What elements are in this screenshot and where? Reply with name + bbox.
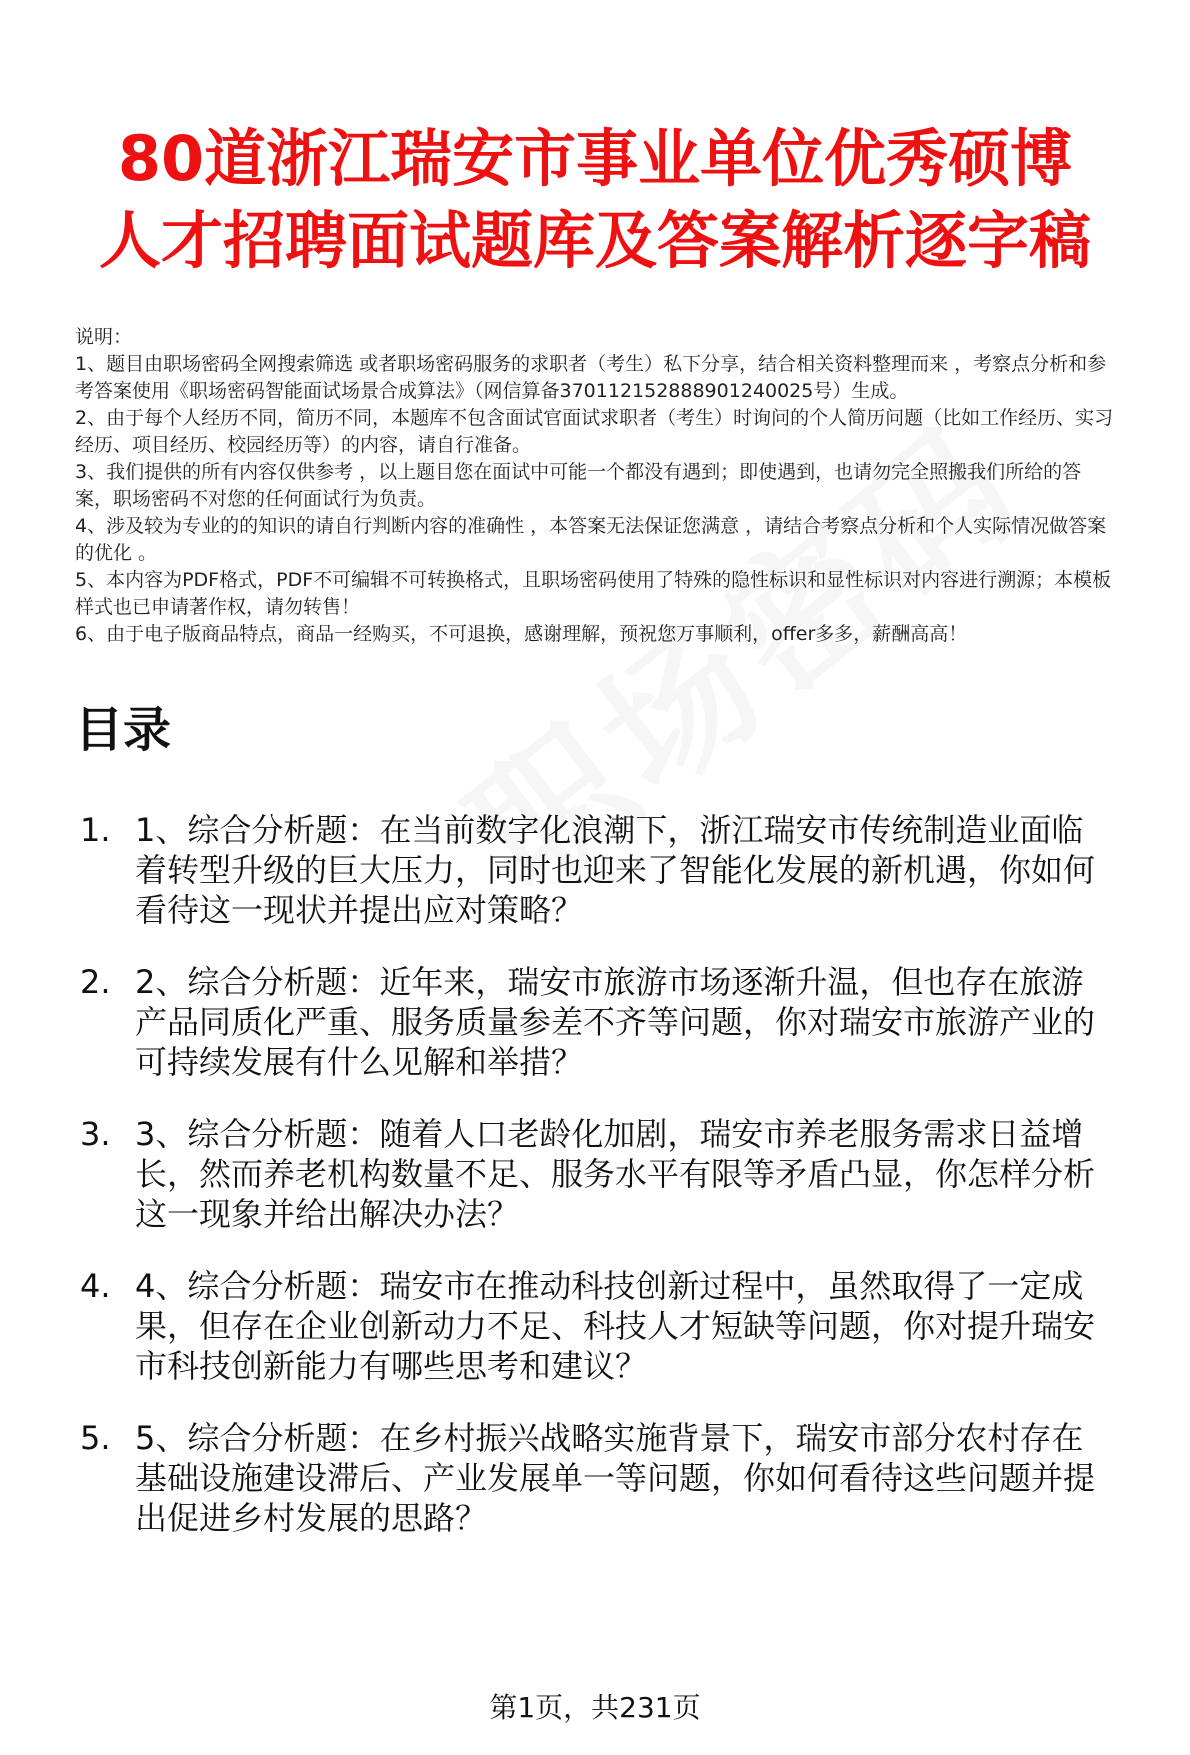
notes-heading: 说明：: [75, 326, 133, 348]
page-footer: 第1页，共231页: [489, 1691, 701, 1724]
toc-item-text: 3、综合分析题：随着人口老龄化加剧，瑞安市养老服务需求日益增长，然而养老机构数量不足、服务水平有限等矛盾凸显，你怎样分析这一现象并给出解决办法？: [135, 1115, 1096, 1233]
toc-item-number: 3.: [80, 1115, 111, 1153]
note-item: 4、涉及较为专业的的知识的请自行判断内容的准确性 ，本答案无法保证您满意 ，请结合考察点分析和个人实际情况做答案的优化 。: [75, 515, 1107, 564]
toc-item-text: 1、综合分析题：在当前数字化浪潮下，浙江瑞安市传统制造业面临着转型升级的巨大压力，同时也迎来了智能化发展的新机遇，你如何看待这一现状并提出应对策略？: [135, 811, 1096, 929]
toc-item[interactable]: [75, 1266, 1115, 1386]
toc-heading: 目录: [75, 702, 172, 758]
document-title: 80道浙江瑞安市事业单位优秀硕博人才招聘面试题库及答案解析逐字稿: [98, 122, 1091, 277]
note-item: 6、由于电子版商品特点，商品一经购买，不可退换，感谢理解，预祝您万事顺利，offer多多，薪酬高高！: [75, 623, 968, 645]
toc-item[interactable]: [75, 962, 1115, 1082]
toc-item-number: 4.: [80, 1267, 111, 1305]
toc-item[interactable]: [75, 1418, 1115, 1538]
note-item: 5、本内容为PDF格式，PDF不可编辑不可转换格式，且职场密码使用了特殊的隐性标识和显性标识对内容进行溯源；本模板样式也已申请著作权，请勿转售！: [75, 569, 1112, 618]
toc-item-number: 2.: [80, 963, 111, 1001]
toc-item-text: 4、综合分析题：瑞安市在推动科技创新过程中，虽然取得了一定成果，但存在企业创新动力不足、科技人才短缺等问题，你对提升瑞安市科技创新能力有哪些思考和建议？: [135, 1267, 1096, 1385]
notes-section: [75, 324, 1115, 648]
toc-list: [75, 810, 1115, 1538]
toc-item-number: 5.: [80, 1419, 111, 1457]
note-item: 1、题目由职场密码全网搜索筛选 或者职场密码服务的求职者（考生）私下分享，结合相关资料整理而来 ，考察点分析和参考答案使用《职场密码智能面试场景合成算法》（网信算备370112152888901240025号）生成。: [75, 353, 1107, 402]
note-item: 3、我们提供的所有内容仅供参考 ，以上题目您在面试中可能一个都没有遇到；即使遇到，也请勿完全照搬我们所给的答案，职场密码不对您的任何面试行为负责。: [75, 461, 1082, 510]
toc-item-text: 5、综合分析题：在乡村振兴战略实施背景下，瑞安市部分农村存在基础设施建设滞后、产业发展单一等问题，你如何看待这些问题并提出促进乡村发展的思路？: [135, 1419, 1096, 1537]
note-item: 2、由于每个人经历不同，简历不同，本题库不包含面试官面试求职者（考生）时询问的个人简历问题（比如工作经历、实习经历、项目经历、校园经历等）的内容，请自行准备。: [75, 407, 1114, 456]
toc-item[interactable]: [75, 1114, 1115, 1234]
toc-item-text: 2、综合分析题：近年来，瑞安市旅游市场逐渐升温，但也存在旅游产品同质化严重、服务质量参差不齐等问题，你对瑞安市旅游产业的可持续发展有什么见解和举措？: [135, 963, 1096, 1081]
toc-item[interactable]: [75, 810, 1115, 930]
toc-item-number: 1.: [80, 811, 111, 849]
